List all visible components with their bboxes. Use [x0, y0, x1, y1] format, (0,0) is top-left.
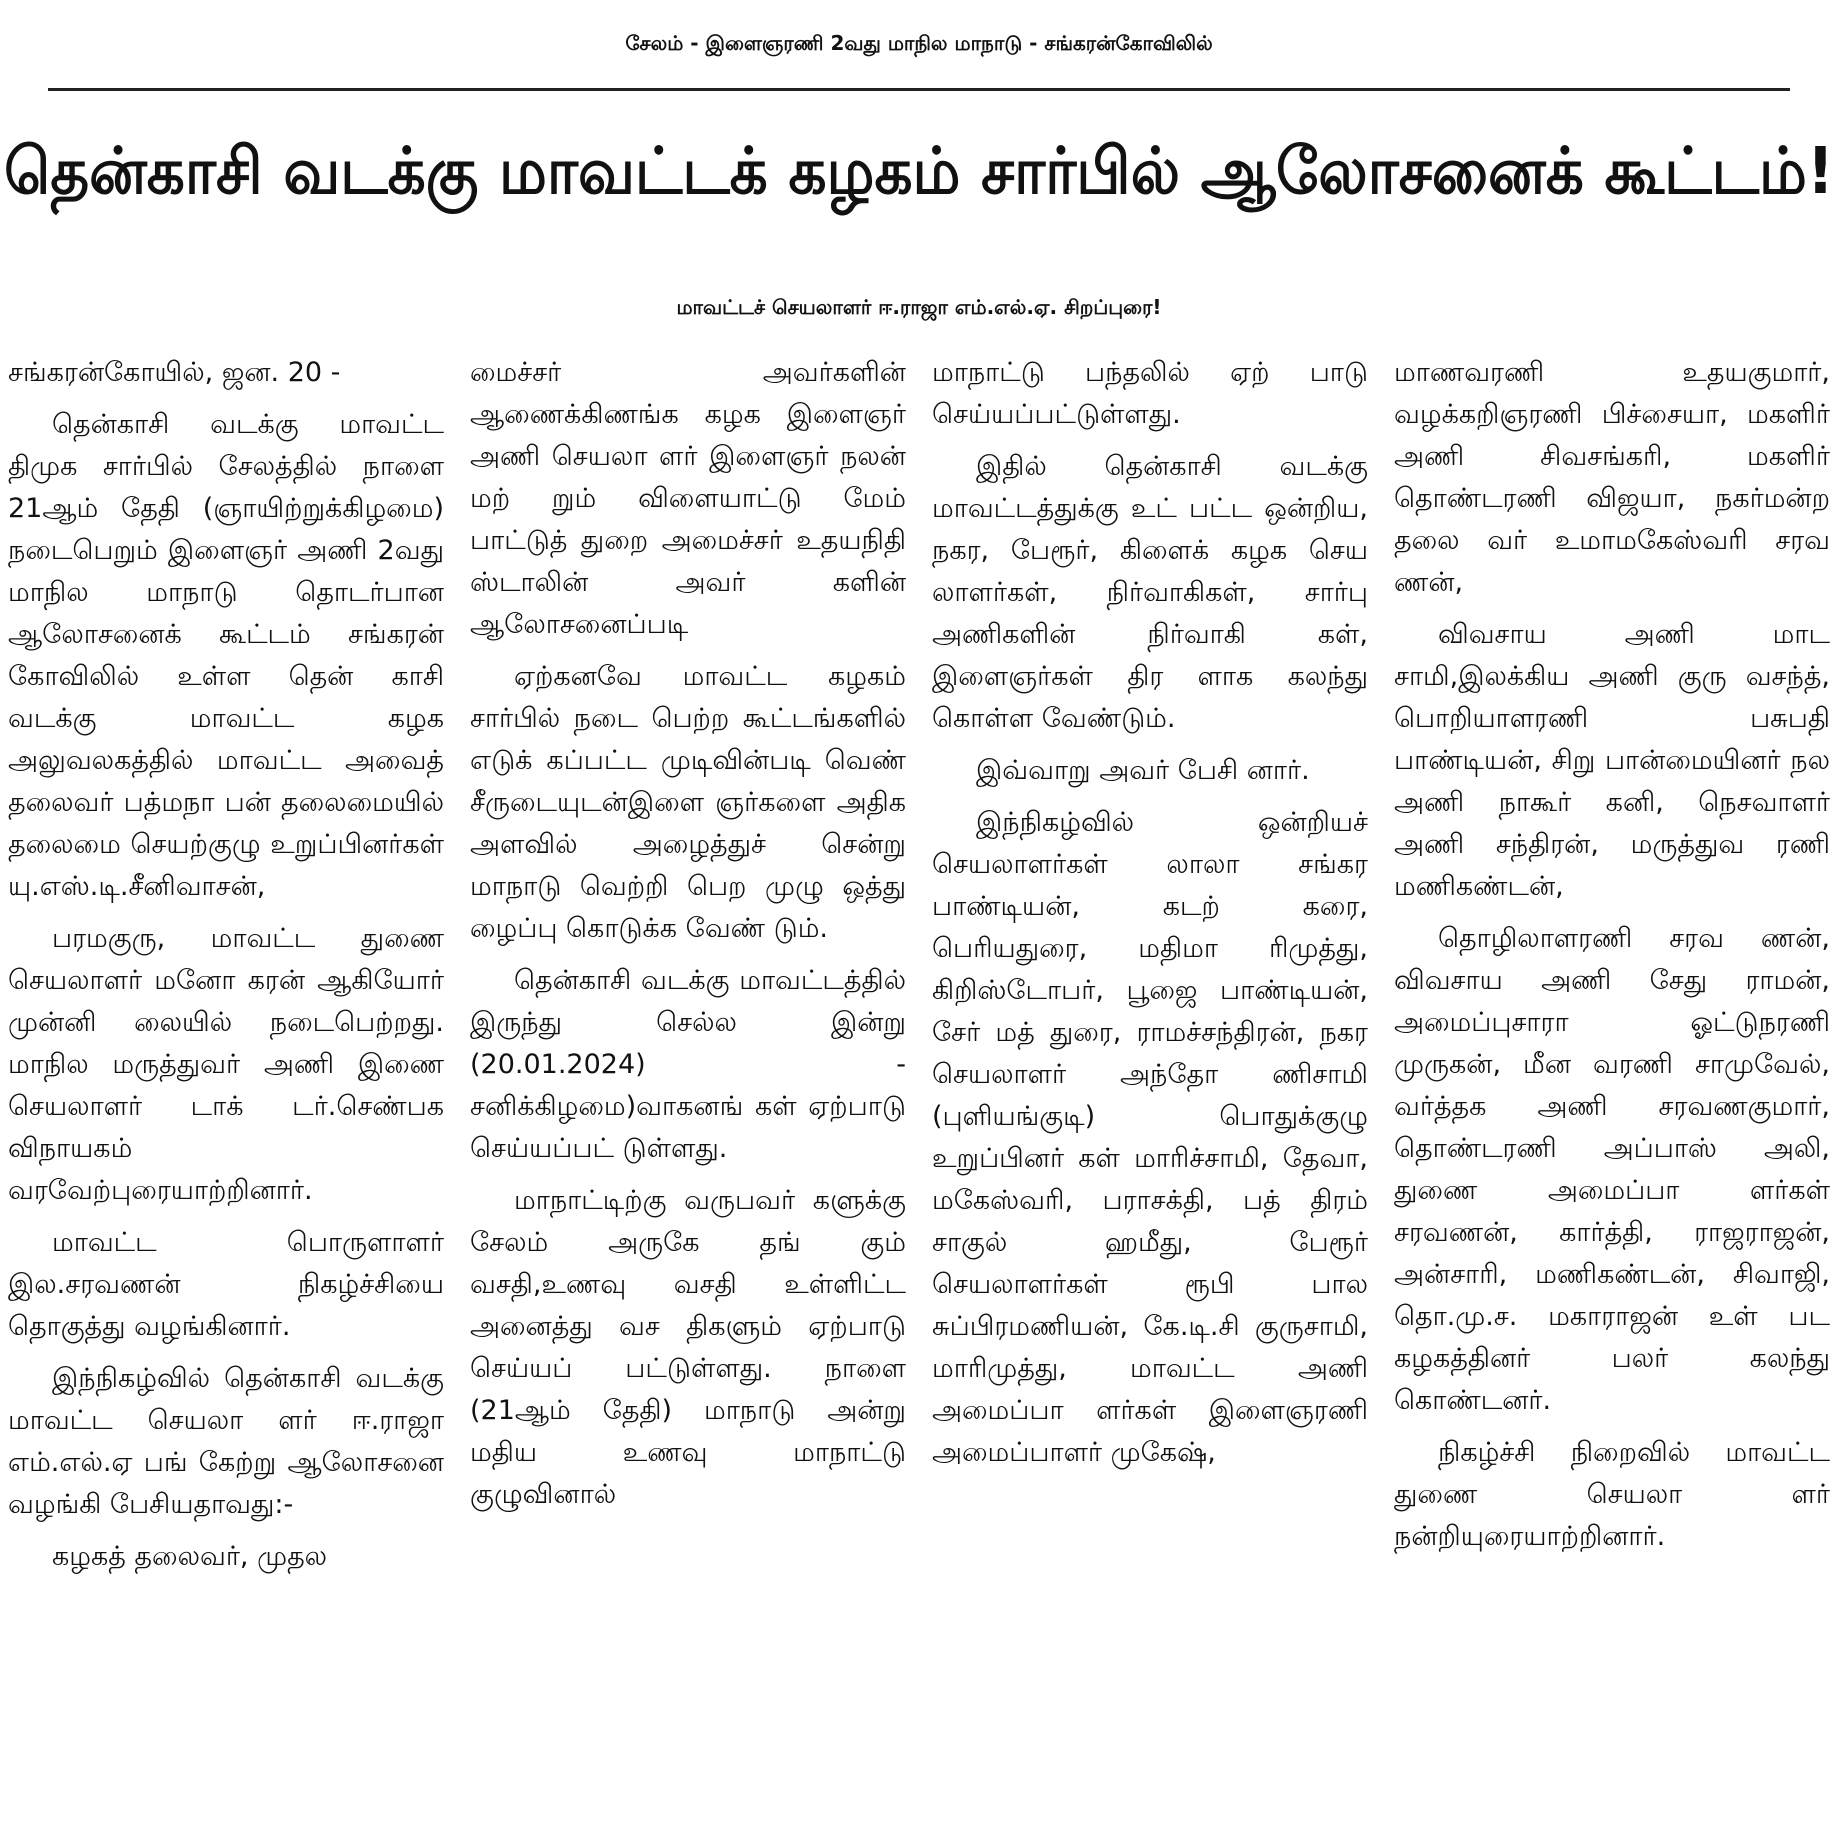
- article-paragraph: மாநாட்டு பந்தலில் ஏற் பாடு செய்யப்பட்டுள்ளது.: [932, 357, 1368, 430]
- article-paragraph: மாவட்ட பொருளாளர் இல.சரவணன் நிகழ்ச்சியை தொகுத்து வழங்கினார்.: [8, 1227, 444, 1342]
- article-paragraph: இந்நிகழ்வில் தென்காசி வடக்கு மாவட்ட செயலா ளர் ஈ.ராஜா எம்.எல்.ஏ பங் கேற்று ஆலோசனை வழங்கி பேசியதாவது:-: [8, 1363, 444, 1520]
- article-column-3: [932, 352, 1368, 1822]
- article-paragraph: பரமகுரு, மாவட்ட துணை செயலாளர் மனோ கரன் ஆகியோர் முன்னி லையில் நடைபெற்றது. மாநில மருத்துவர் அணி இணை செயலாளர் டாக் டர்.செண்பக விநாயகம் வரவேற்புரையாற்றினார்.: [8, 923, 444, 1206]
- article-column-4: [1394, 352, 1830, 1822]
- article-paragraph: தென்காசி வடக்கு மாவட்டத்தில் இருந்து செல்ல இன்று (20.01.2024) - சனிக்கிழமை)வாகனங் கள் ஏற்பாடு செய்யப்பட் டுள்ளது.: [470, 965, 906, 1164]
- article-paragraph: நிகழ்ச்சி நிறைவில் மாவட்ட துணை செயலா ளர் நன்றியுரையாற்றினார்.: [1394, 1437, 1830, 1552]
- article-paragraph: தொழிலாளரணி சரவ ணன், விவசாய அணி சேது ராமன், அமைப்புசாரா ஓட்டுநரணி முருகன், மீன வரணி சாமுவேல், வர்த்தக அணி சரவணகுமார், தொண்டரணி அப்பாஸ் அலி, துணை அமைப்பா ளர்கள் சரவணன், கார்த்தி, ராஜராஜன், அன்சாரி, மணிகண்டன், சிவாஜி, தொ.மு.ச. மகாராஜன் உள் பட கழகத்தினர் பலர் கலந்து கொண்டனர்.: [1394, 923, 1830, 1416]
- article-paragraph: ஏற்கனவே மாவட்ட கழகம் சார்பில் நடை பெற்ற கூட்டங்களில் எடுக் கப்பட்ட முடிவின்படி வெண் சீருடையுடன்இளை ஞர்களை அதிக அளவில் அழைத்துச் சென்று மாநாடு வெற்றி பெற முழு ஒத்து ழைப்பு கொடுக்க வேண் டும்.: [470, 661, 906, 944]
- sub-headline: மாவட்டச் செயலாளர் ஈ.ராஜா எம்.எல்.ஏ. சிறப்புரை!: [676, 295, 1162, 319]
- article-paragraph: இதில் தென்காசி வடக்கு மாவட்டத்துக்கு உட் பட்ட ஒன்றிய, நகர, பேரூர், கிளைக் கழக செய லாளர்கள், நிர்வாகிகள், சார்பு அணிகளின் நிர்வாகி கள், இளைஞர்கள் திர ளாக கலந்து கொள்ள வேண்டும்.: [932, 451, 1368, 734]
- article-paragraph: மாணவரணி உதயகுமார், வழக்கறிஞரணி பிச்சையா, மகளிர் அணி சிவசங்கரி, மகளிர் தொண்டரணி விஜயா, நகர்மன்ற தலை வர் உமாமகேஸ்வரி சரவ ணன்,: [1394, 357, 1830, 598]
- article-paragraph: தென்காசி வடக்கு மாவட்ட திமுக சார்பில் சேலத்தில் நாளை 21ஆம் தேதி (ஞாயிற்றுக்கிழமை) நடைபெறும் இளைஞர் அணி 2வது மாநில மாநாடு தொடர்பான ஆலோசனைக் கூட்டம் சங்கரன் கோவிலில் உள்ள தென் காசி வடக்கு மாவட்ட கழக அலுவலகத்தில் மாவட்ட அவைத் தலைவர் பத்மநா பன் தலைமையில் தலைமை செயற்குழு உறுப்பினர்கள் யு.எஸ்.டி.சீனிவாசன்,: [8, 409, 444, 902]
- article-paragraph: கழகத் தலைவர், முதல: [52, 1541, 328, 1572]
- article-paragraph: இந்நிகழ்வில் ஒன்றியச் செயலாளர்கள் லாலா சங்கர பாண்டியன், கடற் கரை, பெரியதுரை, மதிமா ரிமுத்து, கிறிஸ்டோபர், பூஜை பாண்டியன், சேர் மத் துரை, ராமச்சந்திரன், நகர செயலாளர் அந்தோ ணிசாமி (புளியங்குடி) பொதுக்குழு உறுப்பினர் கள் மாரிச்சாமி, தேவா, மகேஸ்வரி, பராசக்தி, பத் திரம் சாகுல் ஹமீது, பேரூர் செயலாளர்கள் ரூபி பால சுப்பிரமணியன், கே.டி.சி குருசாமி, மாரிமுத்து, மாவட்ட அணி அமைப்பா ளர்கள் இளைஞரணி அமைப்பாளர் முகேஷ்,: [932, 807, 1368, 1468]
- article-body: [8, 352, 1830, 1822]
- article-paragraph: இவ்வாறு அவர் பேசி னார்.: [976, 755, 1310, 786]
- dateline: சங்கரன்கோயில், ஜன. 20 -: [8, 357, 341, 388]
- article-paragraph: மாநாட்டிற்கு வருபவர் களுக்கு சேலம் அருகே தங் கும் வசதி,உணவு வசதி உள்ளிட்ட அனைத்து வச திகளும் ஏற்பாடு செய்யப் பட்டுள்ளது. நாளை (21ஆம் தேதி) மாநாடு அன்று மதிய உணவு மாநாட்டு குழுவினால்: [470, 1185, 906, 1510]
- article-column-1: [8, 352, 444, 1822]
- kicker-headline: சேலம் - இளைஞரணி 2வது மாநில மாநாடு - சங்கரன்கோவிலில்: [625, 30, 1213, 55]
- article-column-2: [470, 352, 906, 1822]
- article-paragraph: மைச்சர் அவர்களின் ஆணைக்கிணங்க கழக இளைஞர் அணி செயலா ளர் இளைஞர் நலன் மற் றும் விளையாட்டு மேம் பாட்டுத் துறை அமைச்சர் உதயநிதி ஸ்டாலின் அவர் களின் ஆலோசனைப்படி: [470, 357, 906, 640]
- main-headline: தென்காசி வடக்கு மாவட்டக் கழகம் சார்பில் ஆலோசனைக் கூட்டம்!: [3, 135, 1835, 209]
- article-paragraph: விவசாய அணி மாட சாமி,இலக்கிய அணி குரு வசந்த், பொறியாளரணி பசுபதி பாண்டியன், சிறு பான்மையினர் நல அணி நாகூர் கனி, நெசவாளர் அணி சந்திரன், மருத்துவ ரணி மணிகண்டன்,: [1394, 619, 1830, 902]
